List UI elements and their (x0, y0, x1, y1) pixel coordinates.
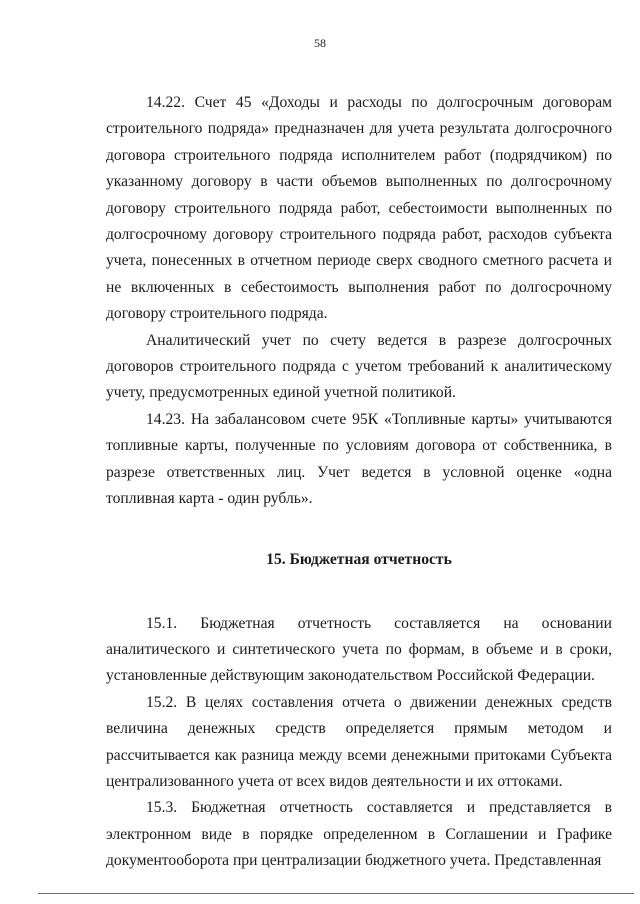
bottom-divider (38, 893, 634, 894)
paragraph-14-23: 14.23. На забалансовом счете 95К «Топливные карты» учитываются топливные карты, полученные по условиям договора от собственника, в разрезе ответственных лиц. Учет ведется в условной оценке «одна топливная карта - один рубль». (106, 410, 612, 508)
paragraph-14-22: 14.22. Счет 45 «Доходы и расходы по долгосрочным договорам строительного подряда» предназначен для учета результата долгосрочного договора строительного подряда исполнителем работ (подрядчиком) по указанному договору в части объемов выполненных по долгосрочному договору строительного подряда работ, себестоимости выполненных по долгосрочному договору строительного подряда работ, расходов субъекта учета, понесенных в отчетном периоде сверх сводного сметного расчета и не включенных в себестоимость выполнения работ по долгосрочному договору строительного подряда. (106, 94, 612, 323)
spacer (106, 513, 612, 551)
paragraph-15-1: 15.1. Бюджетная отчетность составляется на основании аналитического и синтетического учета по формам, в объеме и в сроки, установленные действующим законодательством Российской Федерации. (106, 614, 612, 685)
paragraph-15-3: 15.3. Бюджетная отчетность составляется и представляется в электронном виде в порядке определенном в Соглашении и Графике документооборота при централизации бюджетного учета. Представленная (106, 799, 612, 870)
spacer (106, 569, 612, 611)
page-number: 58 (314, 36, 326, 50)
section-heading: 15. Бюджетная отчетность (266, 550, 452, 568)
document-body (106, 90, 612, 875)
paragraph-15-2: 15.2. В целях составления отчета о движении денежных средств величина денежных средств определяется прямым методом и рассчитывается как разница между всеми денежными притоками Субъекта централизованного учета от всех видов деятельности и их оттоками. (106, 693, 612, 790)
paragraph-analytical-accounting: Аналитический учет по счету ведется в разрезе долгосрочных договоров строительного подряда с учетом требований к аналитическому учету, предусмотренных единой учетной политикой. (106, 331, 612, 402)
